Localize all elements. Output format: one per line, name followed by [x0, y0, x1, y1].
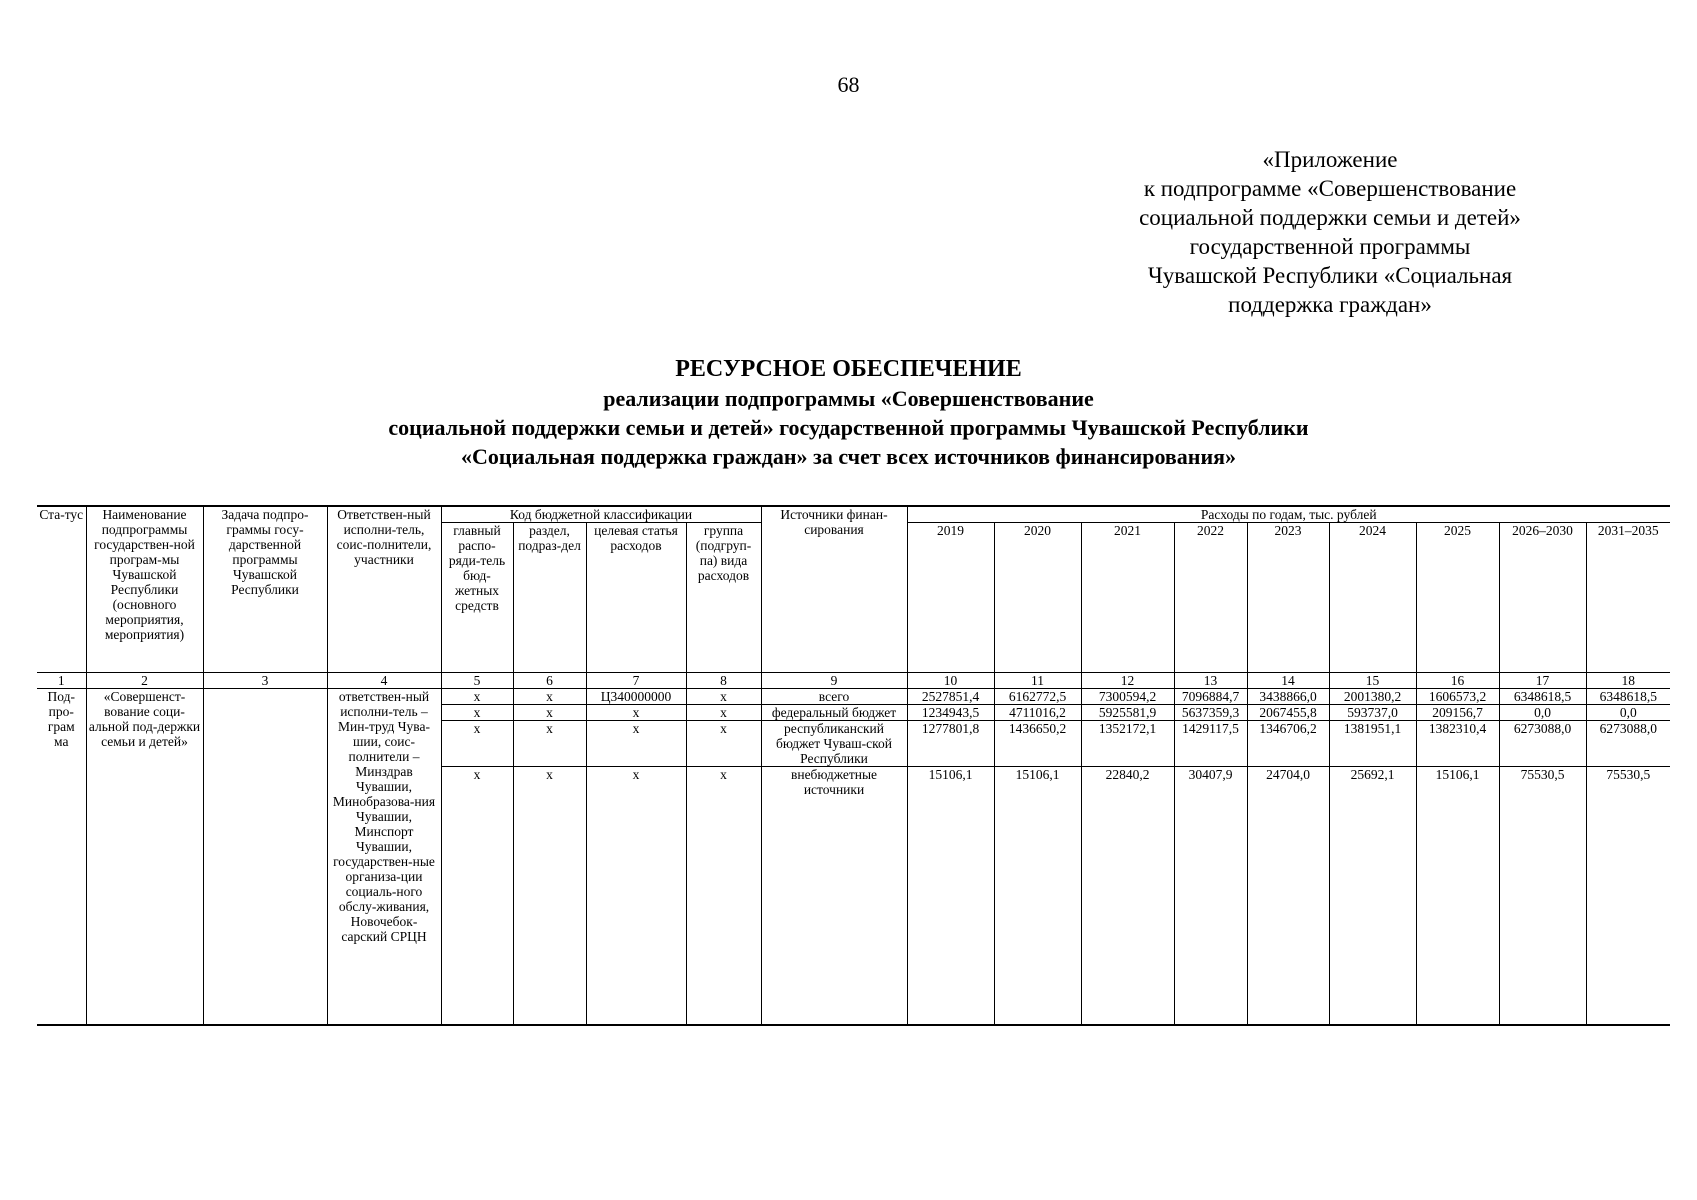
header-responsible: Ответствен-ный исполни-тель, соис-полнители, участники: [327, 506, 441, 673]
appendix-line: «Приложение: [1262, 147, 1398, 172]
value-cell: 22840,2: [1081, 767, 1174, 1025]
column-number: 13: [1174, 673, 1247, 689]
value-cell: 1277801,8: [907, 721, 994, 767]
appendix-line: к подпрограмме «Совершенствование: [1143, 176, 1517, 201]
value-cell: 1382310,4: [1416, 721, 1499, 767]
value-cell: 30407,9: [1174, 767, 1247, 1025]
header-year: 2021: [1081, 523, 1174, 673]
value-cell: 24704,0: [1247, 767, 1329, 1025]
column-number: 17: [1499, 673, 1586, 689]
column-number: 7: [586, 673, 686, 689]
title-line: РЕСУРСНОЕ ОБЕСПЕЧЕНИЕ: [675, 356, 1022, 382]
column-number: 15: [1329, 673, 1416, 689]
value-cell: 2067455,8: [1247, 705, 1329, 721]
value-cell: 2001380,2: [1329, 689, 1416, 705]
value-cell: 75530,5: [1586, 767, 1670, 1025]
appendix-line: Чувашской Республики «Социальная: [1147, 263, 1513, 288]
value-cell: 25692,1: [1329, 767, 1416, 1025]
header-sources: Источники финан-сирования: [761, 506, 907, 673]
value-cell: 4711016,2: [994, 705, 1081, 721]
value-cell: 1234943,5: [907, 705, 994, 721]
value-cell: 6348618,5: [1499, 689, 1586, 705]
appendix-line: поддержка граждан»: [1228, 292, 1432, 317]
appendix-line: социальной поддержки семьи и детей»: [1139, 205, 1521, 230]
value-cell: 15106,1: [907, 767, 994, 1025]
column-number: 1: [37, 673, 86, 689]
value-cell: 7300594,2: [1081, 689, 1174, 705]
value-cell: 1381951,1: [1329, 721, 1416, 767]
main-manager-cell: х: [441, 721, 513, 767]
value-cell: 2527851,4: [907, 689, 994, 705]
value-cell: 1352172,1: [1081, 721, 1174, 767]
value-cell: 5637359,3: [1174, 705, 1247, 721]
value-cell: 75530,5: [1499, 767, 1586, 1025]
title-line: реализации подпрограммы «Совершенствование: [603, 386, 1094, 411]
column-number: 4: [327, 673, 441, 689]
header-year: 2022: [1174, 523, 1247, 673]
value-cell: 1606573,2: [1416, 689, 1499, 705]
responsible-cell: ответствен-ный исполни-тель – Мин-труд Чува-шии, соис-полнители – Минздрав Чувашии, Минобразова-ния Чувашии, Минспорт Чувашии, государствен-ные организа-ции социаль-ного обслу-живания, Новочебок-сарский СРЦН: [327, 689, 441, 1025]
main-manager-cell: х: [441, 767, 513, 1025]
section-cell: х: [513, 689, 586, 705]
value-cell: 6273088,0: [1499, 721, 1586, 767]
column-number: 5: [441, 673, 513, 689]
column-number: 14: [1247, 673, 1329, 689]
value-cell: 209156,7: [1416, 705, 1499, 721]
column-number: 11: [994, 673, 1081, 689]
target-article-cell: х: [586, 721, 686, 767]
value-cell: 3438866,0: [1247, 689, 1329, 705]
source-cell: всего: [761, 689, 907, 705]
header-year: 2020: [994, 523, 1081, 673]
value-cell: 593737,0: [1329, 705, 1416, 721]
value-cell: 6162772,5: [994, 689, 1081, 705]
column-number: 16: [1416, 673, 1499, 689]
table-row: [37, 689, 1670, 705]
status-cell: Под-про-грам ма: [37, 689, 86, 1025]
column-number: 12: [1081, 673, 1174, 689]
header-status: Ста-тус: [37, 506, 86, 673]
header-main-manager: главный распо-ряди-тель бюд-жетных средств: [441, 523, 513, 673]
header-year: 2031–2035: [1586, 523, 1670, 673]
expense-group-cell: х: [686, 767, 761, 1025]
header-section: раздел, подраз-дел: [513, 523, 586, 673]
main-manager-cell: х: [441, 705, 513, 721]
value-cell: 1346706,2: [1247, 721, 1329, 767]
target-article-cell: Ц340000000: [586, 689, 686, 705]
column-number: 10: [907, 673, 994, 689]
target-article-cell: х: [586, 767, 686, 1025]
column-number: 9: [761, 673, 907, 689]
header-year: 2019: [907, 523, 994, 673]
header-year: 2025: [1416, 523, 1499, 673]
expense-group-cell: х: [686, 705, 761, 721]
column-number: 6: [513, 673, 586, 689]
source-cell: республиканский бюджет Чуваш-ской Республики: [761, 721, 907, 767]
header-name: Наименование подпрограммы государствен-ной програм-мы Чувашской Республики (основного мероприятия, мероприятия): [86, 506, 203, 673]
subprogram-name-cell: «Совершенст-вование соци-альной под-держки семьи и детей»: [86, 689, 203, 1025]
value-cell: 6273088,0: [1586, 721, 1670, 767]
value-cell: 0,0: [1586, 705, 1670, 721]
column-number: 3: [203, 673, 327, 689]
header-year: 2023: [1247, 523, 1329, 673]
column-number-row: [37, 673, 1670, 689]
target-article-cell: х: [586, 705, 686, 721]
page-number: 68: [837, 72, 860, 97]
header-row: [37, 506, 1670, 523]
header-year: 2026–2030: [1499, 523, 1586, 673]
header-year: 2024: [1329, 523, 1416, 673]
header-expense-group: группа (подгруп-па) вида расходов: [686, 523, 761, 673]
header-task: Задача подпро-граммы госу-дарственной программы Чувашской Республики: [203, 506, 327, 673]
value-cell: 15106,1: [1416, 767, 1499, 1025]
column-number: 2: [86, 673, 203, 689]
appendix-line: государственной программы: [1189, 234, 1471, 259]
appendix-note: [1110, 145, 1550, 319]
task-cell: [203, 689, 327, 1025]
resource-table: [37, 505, 1670, 1026]
section-cell: х: [513, 767, 586, 1025]
expense-group-cell: х: [686, 689, 761, 705]
source-cell: внебюджетные источники: [761, 767, 907, 1025]
expense-group-cell: х: [686, 721, 761, 767]
value-cell: 0,0: [1499, 705, 1586, 721]
value-cell: 1429117,5: [1174, 721, 1247, 767]
header-expenses: Расходы по годам, тыс. рублей: [907, 506, 1670, 523]
section-cell: х: [513, 705, 586, 721]
column-number: 8: [686, 673, 761, 689]
value-cell: 6348618,5: [1586, 689, 1670, 705]
section-cell: х: [513, 721, 586, 767]
value-cell: 1436650,2: [994, 721, 1081, 767]
title-line: «Социальная поддержка граждан» за счет всех источников финансирования»: [460, 444, 1237, 469]
header-budget-code: Код бюджетной классификации: [441, 506, 761, 523]
header-target-article: целевая статья расходов: [586, 523, 686, 673]
value-cell: 15106,1: [994, 767, 1081, 1025]
title-line: социальной поддержки семьи и детей» государственной программы Чувашской Республики: [388, 415, 1309, 440]
value-cell: 5925581,9: [1081, 705, 1174, 721]
source-cell: федеральный бюджет: [761, 705, 907, 721]
document-title: [0, 354, 1697, 471]
main-manager-cell: х: [441, 689, 513, 705]
value-cell: 7096884,7: [1174, 689, 1247, 705]
column-number: 18: [1586, 673, 1670, 689]
